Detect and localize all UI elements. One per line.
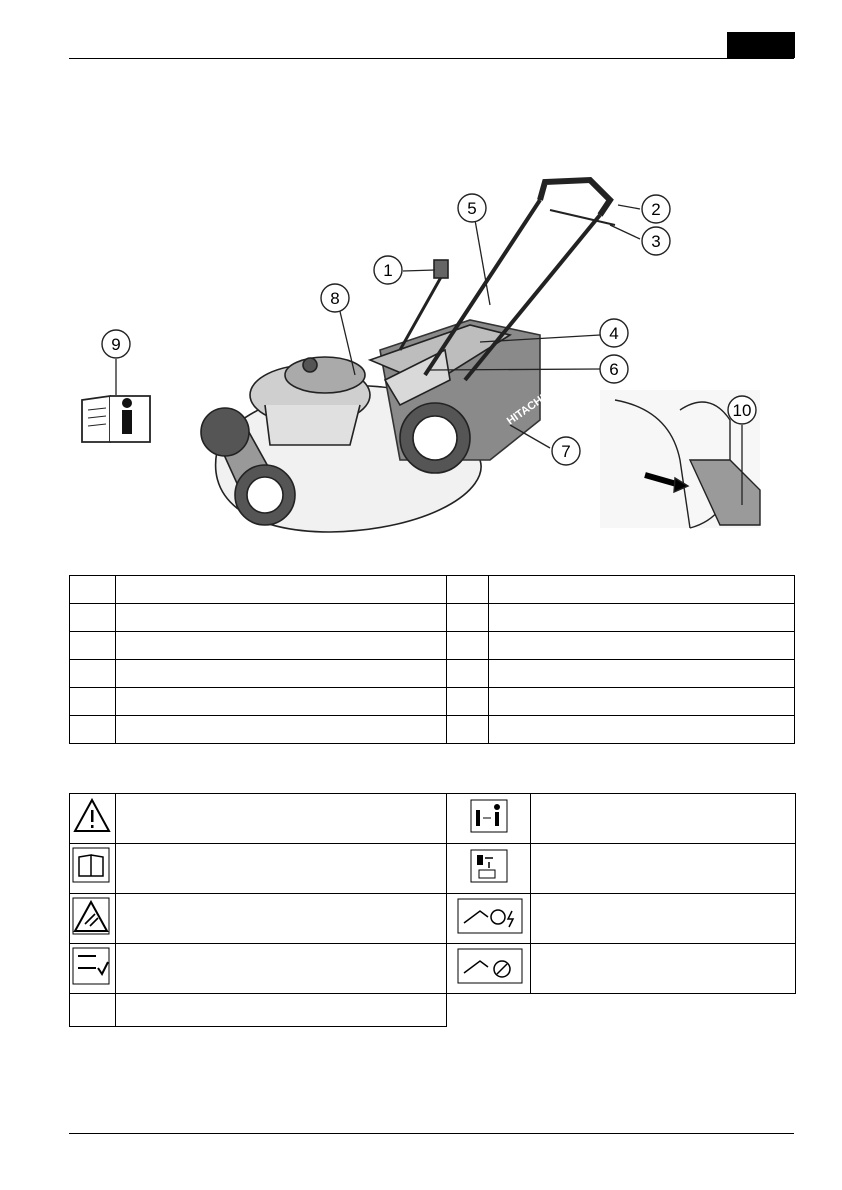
callout-1: 1 (383, 261, 393, 280)
projectile-hazard-icon (70, 894, 114, 938)
remove-key-icon (469, 848, 509, 884)
callout-6: 6 (609, 360, 619, 379)
book-info-icon (82, 396, 150, 442)
section-tab (727, 32, 795, 58)
table-row (70, 632, 795, 660)
table-row (70, 944, 796, 994)
table-row (70, 844, 796, 894)
callout-4: 4 (609, 324, 619, 343)
engine-stop-icon (450, 947, 528, 985)
warning-triangle-icon (70, 794, 114, 838)
table-row (70, 576, 795, 604)
callout-3: 3 (651, 232, 661, 251)
table-row (70, 688, 795, 716)
table-row (70, 894, 796, 944)
table-row (70, 794, 796, 844)
footer-rule (69, 1133, 794, 1134)
table-row (70, 716, 795, 744)
callout-5: 5 (467, 199, 477, 218)
table-row (70, 994, 796, 1027)
engine-start-icon (450, 897, 528, 935)
table-row (70, 604, 795, 632)
header-rule (69, 58, 794, 59)
mower-brand-label: HITACHI (504, 392, 548, 428)
symbols-table (69, 793, 796, 1027)
mower-illustration (70, 160, 800, 550)
callout-9: 9 (111, 335, 121, 354)
read-manual-icon (70, 844, 114, 888)
callout-7: 7 (561, 442, 571, 461)
keep-distance-icon (469, 798, 509, 834)
parts-table (69, 575, 795, 744)
callout-2: 2 (651, 200, 661, 219)
callout-10: 10 (732, 401, 752, 420)
callout-8: 8 (330, 289, 340, 308)
fuel-refill-icon (70, 944, 114, 988)
table-row (70, 660, 795, 688)
